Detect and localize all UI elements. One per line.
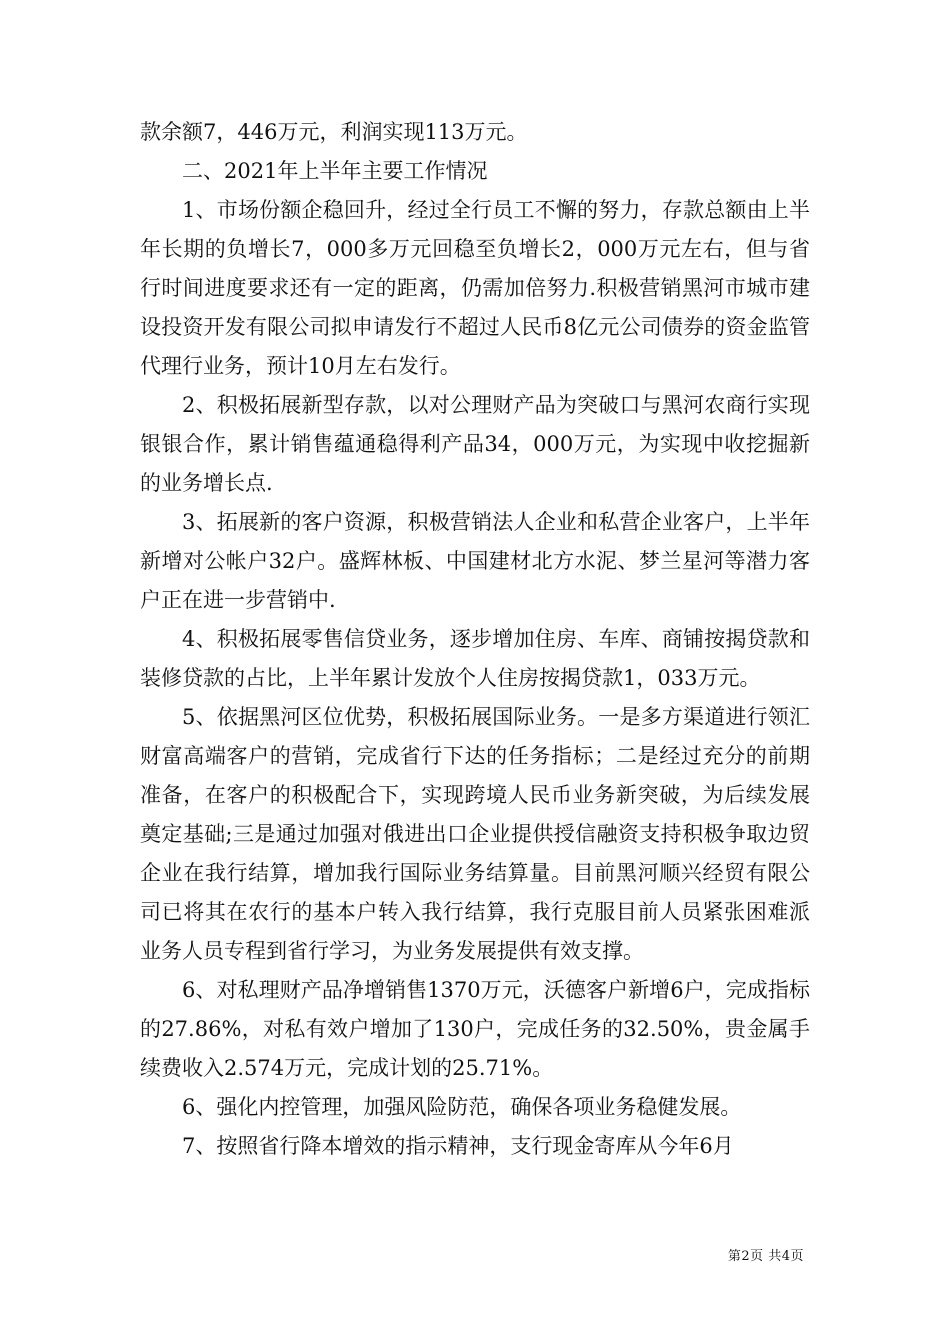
paragraph-item-1: 1、市场份额企稳回升，经过全行员工不懈的努力，存款总额由上半年长期的负增长7，000多万元回稳至负增长2，000万元左右，但与省行时间进度要求还有一定的距离，仍需加倍努力.积极营销黑河市城市建设投资开发有限公司拟申请发行不超过人民币8亿元公司债券的资金监管代理行业务，预计10月左右发行。 bbox=[140, 198, 810, 378]
page-number: 第2页 共4页 bbox=[727, 1249, 804, 1264]
paragraph-item-5: 5、依据黑河区位优势，积极拓展国际业务。一是多方渠道进行领汇财富高端客户的营销，完成省行下达的任务指标；二是经过充分的前期准备，在客户的积极配合下，实现跨境人民币业务新突破，为后续发展奠定基础;三是通过加强对俄进出口企业提供授信融资支持积极争取边贸企业在我行结算，增加我行国际业务结算量。目前黑河顺兴经贸有限公司已将其在农行的基本户转入我行结算，我行克服目前人员紧张困难派业务人员专程到省行学习，为业务发展提供有效支撑。 bbox=[140, 705, 810, 963]
paragraph-item-6a: 6、对私理财产品净增销售1370万元，沃德客户新增6户，完成指标的27.86%，对私有效户增加了130户，完成任务的32.50%，贵金属手续费收入2.574万元，完成计划的25.71%。 bbox=[140, 978, 810, 1080]
paragraph-item-6b: 6、强化内控管理，加强风险防范，确保各项业务稳健发展。 bbox=[182, 1095, 742, 1119]
paragraph-item-4: 4、积极拓展零售信贷业务，逐步增加住房、车库、商铺按揭贷款和装修贷款的占比，上半年累计发放个人住房按揭贷款1，033万元。 bbox=[140, 627, 810, 690]
paragraph-continuation: 款余额7，446万元，利润实现113万元。 bbox=[140, 120, 528, 144]
paragraph-item-3: 3、拓展新的客户资源，积极营销法人企业和私营企业客户，上半年新增对公帐户32户。盛辉林板、中国建材北方水泥、梦兰星河等潜力客户正在进一步营销中. bbox=[140, 510, 810, 612]
paragraph-item-2: 2、积极拓展新型存款，以对公理财产品为突破口与黑河农商行实现银银合作，累计销售蕴通稳得利产品34，000万元，为实现中收挖掘新的业务增长点. bbox=[140, 393, 810, 495]
paragraph-item-7: 7、按照省行降本增效的指示精神，支行现金寄库从今年6月 bbox=[182, 1134, 734, 1158]
section-heading: 二、2021年上半年主要工作情况 bbox=[182, 159, 488, 183]
document-body bbox=[140, 113, 810, 1166]
